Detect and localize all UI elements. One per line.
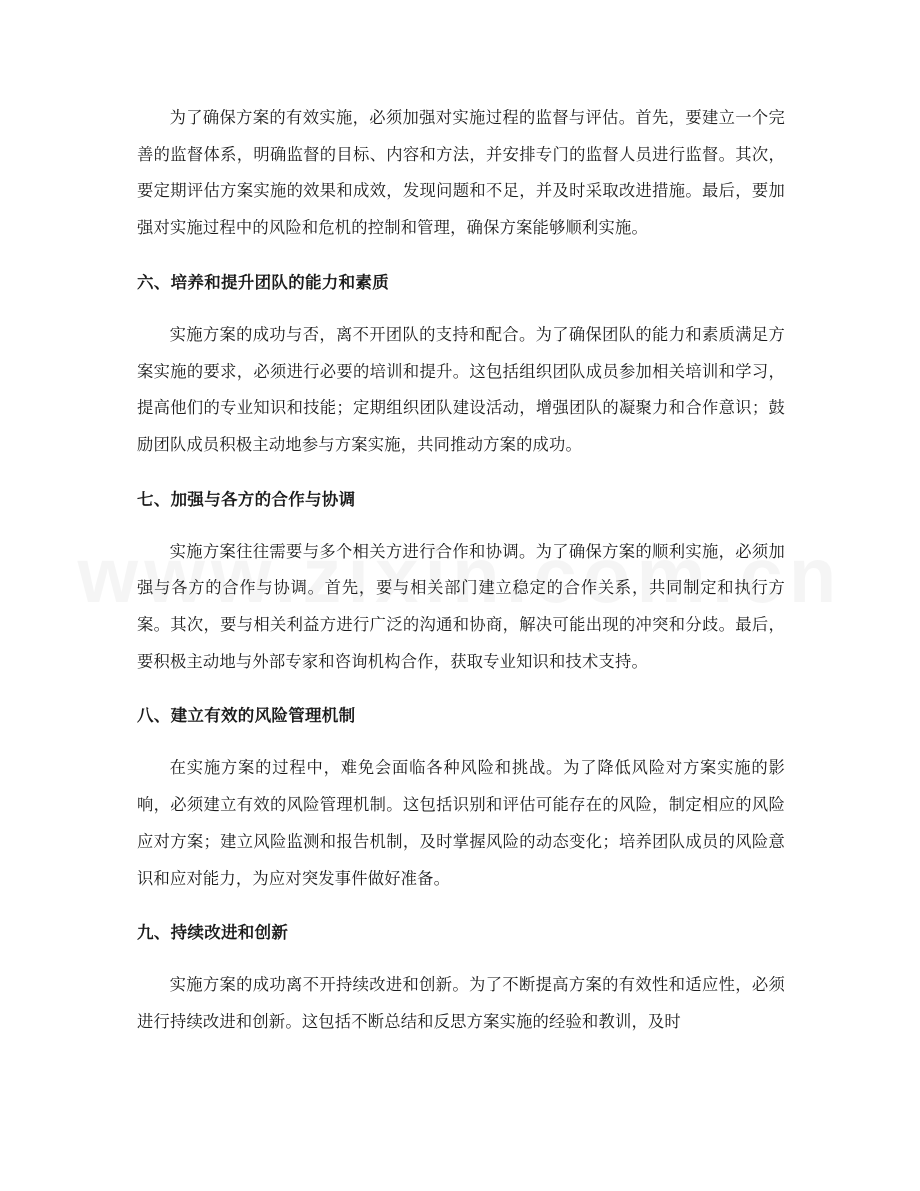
heading-risk-management: 八、建立有效的风险管理机制 bbox=[137, 706, 356, 726]
paragraph-continuous-improvement: 实施方案的成功离不开持续改进和创新。为了不断提高方案的有效性和适应性，必须进行持续改进和创新。这包括不断总结和反思方案实施的经验和教训，及时 bbox=[137, 975, 785, 1031]
paragraph-supervision: 为了确保方案的有效实施，必须加强对实施过程的监督与评估。首先，要建立一个完善的监督体系，明确监督的目标、内容和方法，并安排专门的监督人员进行监督。其次，要定期评估方案实施的效果和成效，发现问题和不足，并及时采取改进措施。最后，要加强对实施过程中的风险和危机的控制和管理，确保方案能够顺利实施。 bbox=[137, 108, 785, 238]
paragraph-cooperation: 实施方案往往需要与多个相关方进行合作和协调。为了确保方案的顺利实施，必须加强与各方的合作与协调。首先，要与相关部门建立稳定的合作关系，共同制定和执行方案。其次，要与相关利益方进行广泛的沟通和协商，解决可能出现的冲突和分歧。最后，要积极主动地与外部专家和咨询机构合作，获取专业知识和技术支持。 bbox=[137, 541, 785, 671]
heading-cooperation: 七、加强与各方的合作与协调 bbox=[137, 489, 356, 509]
heading-team-capability: 六、培养和提升团队的能力和素质 bbox=[137, 272, 389, 292]
heading-continuous-improvement: 九、持续改进和创新 bbox=[137, 923, 289, 943]
document-body bbox=[137, 100, 785, 1041]
paragraph-risk-management: 在实施方案的过程中，难免会面临各种风险和挑战。为了降低风险对方案实施的影响，必须建立有效的风险管理机制。这包括识别和评估可能存在的风险，制定相应的风险应对方案；建立风险监测和报告机制，及时掌握风险的动态变化；培养团队成员的风险意识和应对能力，为应对突发事件做好准备。 bbox=[137, 758, 785, 888]
paragraph-team-capability: 实施方案的成功与否，离不开团队的支持和配合。为了确保团队的能力和素质满足方案实施的要求，必须进行必要的培训和提升。这包括组织团队成员参加相关培训和学习，提高他们的专业知识和技能；定期组织团队建设活动，增强团队的凝聚力和合作意识；鼓励团队成员积极主动地参与方案实施，共同推动方案的成功。 bbox=[137, 324, 785, 454]
